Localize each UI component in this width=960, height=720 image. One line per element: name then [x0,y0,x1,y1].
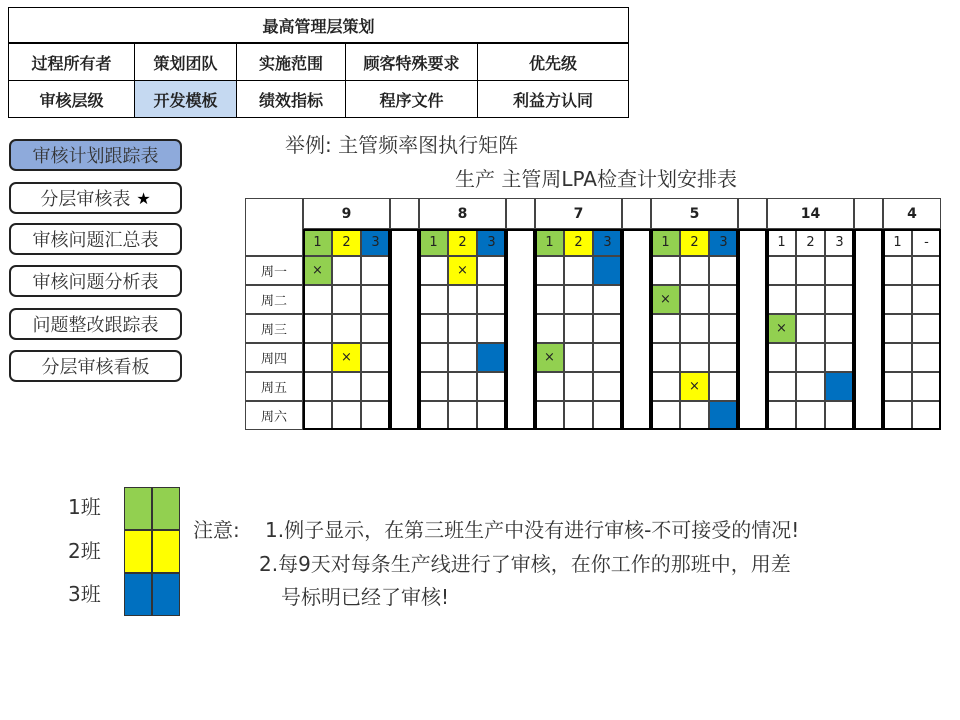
schedule-cell[interactable] [767,256,796,285]
audit-mark-cell[interactable]: × [651,285,680,314]
schedule-cell[interactable] [361,256,390,285]
schedule-cell[interactable] [680,256,709,285]
legend-label-shift1: 1班 [68,495,101,519]
cell-process-owner[interactable]: 过程所有者 [9,43,135,81]
audit-mark-cell[interactable]: × [767,314,796,343]
spacer-column [506,229,535,430]
note-prefix: 注意: [193,518,240,542]
schedule-cell[interactable] [767,401,796,430]
schedule-cell[interactable] [332,372,361,401]
schedule-cell[interactable] [477,372,506,401]
schedule-cell[interactable] [303,314,332,343]
schedule-cell[interactable] [883,285,912,314]
note-line-3: 号标明已经了审核! [281,585,450,609]
schedule-cell[interactable] [361,343,390,372]
audit-mark-cell[interactable]: × [332,343,361,372]
group-header: 14 [767,198,854,229]
cell-procedure-docs[interactable]: 程序文件 [346,81,478,118]
schedule-cell[interactable] [535,401,564,430]
schedule-cell[interactable] [535,285,564,314]
cell-scope[interactable]: 实施范围 [237,43,346,81]
shift-header: 2 [564,229,593,256]
shift-header: 1 [883,229,912,256]
schedule-cell[interactable] [651,256,680,285]
schedule-cell[interactable] [709,285,738,314]
cell-dev-template[interactable]: 开发模板 [135,81,237,118]
schedule-cell[interactable] [825,285,854,314]
schedule-cell[interactable] [535,256,564,285]
shift-header: 1 [303,229,332,256]
button-label: 审核问题分析表 [32,272,159,293]
schedule-cell[interactable] [883,372,912,401]
schedule-cell[interactable] [303,343,332,372]
schedule-cell[interactable] [593,314,622,343]
schedule-cell[interactable] [651,343,680,372]
shift-header: 3 [477,229,506,256]
audit-mark-cell[interactable]: × [680,372,709,401]
schedule-cell[interactable] [680,343,709,372]
day-label: 周四 [245,343,303,372]
shift-header: 1 [651,229,680,256]
cell-audit-level[interactable]: 审核层级 [9,81,135,118]
schedule-cell[interactable] [448,314,477,343]
schedule-cell[interactable] [564,285,593,314]
schedule-cell[interactable] [912,314,941,343]
button-label: 审核问题汇总表 [32,230,159,251]
schedule-cell[interactable] [651,372,680,401]
schedule-cell[interactable] [796,314,825,343]
schedule-cell[interactable] [593,285,622,314]
schedule-cell[interactable] [419,285,448,314]
audit-mark-cell[interactable]: × [448,256,477,285]
schedule-cell[interactable] [419,343,448,372]
schedule-cell[interactable] [767,372,796,401]
schedule-cell[interactable] [361,285,390,314]
legend-swatch [124,487,152,530]
schedule-cell[interactable] [361,401,390,430]
schedule-cell[interactable] [796,285,825,314]
schedule-cell[interactable] [709,372,738,401]
audit-mark-cell[interactable] [709,401,738,430]
group-header: 7 [535,198,622,229]
schedule-cell[interactable] [825,401,854,430]
spacer-column [738,229,767,430]
schedule-cell[interactable] [796,343,825,372]
schedule-cell[interactable] [796,372,825,401]
schedule-cell[interactable] [709,314,738,343]
schedule-cell[interactable] [564,401,593,430]
schedule-cell[interactable] [912,401,941,430]
schedule-cell[interactable] [419,256,448,285]
schedule-cell[interactable] [593,343,622,372]
schedule-cell[interactable] [303,285,332,314]
shift-header: 2 [680,229,709,256]
cell-customer-requirements[interactable]: 顾客特殊要求 [346,43,478,81]
schedule-cell[interactable] [593,401,622,430]
shift-header: 2 [796,229,825,256]
shift-header: 3 [709,229,738,256]
day-label: 周六 [245,401,303,430]
schedule-cell[interactable] [448,401,477,430]
table-title: 最高管理层策划 [9,8,629,44]
schedule-cell[interactable] [332,256,361,285]
schedule-cell[interactable] [477,314,506,343]
spacer-column [390,229,419,430]
schedule-cell[interactable] [361,372,390,401]
spacer-column [854,229,883,430]
schedule-cell[interactable] [651,401,680,430]
star-icon: ★ [136,188,151,208]
schedule-cell[interactable] [883,314,912,343]
schedule-cell[interactable] [477,285,506,314]
schedule-cell[interactable] [535,314,564,343]
schedule-cell[interactable] [303,372,332,401]
schedule-cell[interactable] [448,285,477,314]
schedule-cell[interactable] [680,314,709,343]
schedule-cell[interactable] [361,314,390,343]
schedule-cell[interactable] [680,401,709,430]
group-header: 4 [883,198,941,229]
audit-mark-cell[interactable] [825,372,854,401]
schedule-cell[interactable] [883,401,912,430]
schedule-cell[interactable] [912,256,941,285]
schedule-cell[interactable] [883,343,912,372]
spacer-header [738,198,767,229]
schedule-cell[interactable] [825,314,854,343]
schedule-cell[interactable] [883,256,912,285]
schedule-cell[interactable] [332,285,361,314]
schedule-cell[interactable] [825,343,854,372]
schedule-cell[interactable] [680,285,709,314]
example-caption: 举例: 主管频率图执行矩阵 [285,133,519,157]
legend-swatch [124,530,152,573]
audit-mark-cell[interactable]: × [535,343,564,372]
cell-kpi[interactable]: 绩效指标 [237,81,346,118]
schedule-cell[interactable] [332,401,361,430]
audit-mark-cell[interactable]: × [303,256,332,285]
group-header: 5 [651,198,738,229]
schedule-cell[interactable] [419,314,448,343]
schedule-subtitle: 生产 主管周LPA检查计划安排表 [455,167,737,191]
button-label: 审核计划跟踪表 [32,146,159,167]
schedule-cell[interactable] [448,343,477,372]
schedule-cell[interactable] [912,343,941,372]
cell-stakeholder-approval[interactable]: 利益方认同 [478,81,629,118]
legend-swatch [152,487,180,530]
day-label: 周一 [245,256,303,285]
grid-corner [245,198,303,256]
schedule-cell[interactable] [796,256,825,285]
schedule-cell[interactable] [709,343,738,372]
schedule-cell[interactable] [796,401,825,430]
note-line-1: 1.例子显示，在第三班生产中没有进行审核-不可接受的情况! [265,518,800,542]
schedule-cell[interactable] [651,314,680,343]
schedule-cell[interactable] [767,343,796,372]
legend-swatch [152,530,180,573]
spacer-header [390,198,419,229]
legend-label-shift3: 3班 [68,582,101,606]
spacer-column [622,229,651,430]
button-label: 问题整改跟踪表 [32,315,159,336]
day-label: 周五 [245,372,303,401]
shift-header: 3 [593,229,622,256]
day-label: 周三 [245,314,303,343]
schedule-cell[interactable] [912,285,941,314]
legend-swatch [124,573,152,616]
group-header: 8 [419,198,506,229]
legend-label-shift2: 2班 [68,539,101,563]
button-label: 分层审核看板 [41,357,150,378]
cell-planning-team[interactable]: 策划团队 [135,43,237,81]
schedule-cell[interactable] [535,372,564,401]
shift-header: 3 [361,229,390,256]
schedule-cell[interactable] [419,401,448,430]
schedule-cell[interactable] [564,256,593,285]
schedule-cell[interactable] [419,372,448,401]
cell-priority[interactable]: 优先级 [478,43,629,81]
schedule-cell[interactable] [448,372,477,401]
schedule-cell[interactable] [332,314,361,343]
spacer-header [506,198,535,229]
shift-header: 1 [419,229,448,256]
spacer-header [622,198,651,229]
schedule-cell[interactable] [912,372,941,401]
schedule-cell[interactable] [303,401,332,430]
schedule-cell[interactable] [564,372,593,401]
schedule-cell[interactable] [564,343,593,372]
group-header: 9 [303,198,390,229]
schedule-cell[interactable] [709,256,738,285]
note-line-2: 2.每9天对每条生产线进行了审核，在你工作的那班中，用差 [259,552,791,576]
schedule-cell[interactable] [564,314,593,343]
shift-header: 1 [535,229,564,256]
audit-mark-cell[interactable] [593,256,622,285]
schedule-cell[interactable] [477,256,506,285]
legend-swatch [152,573,180,616]
shift-header: 2 [332,229,361,256]
shift-header: 1 [767,229,796,256]
shift-header: - [912,229,941,256]
schedule-cell[interactable] [593,372,622,401]
day-label: 周二 [245,285,303,314]
shift-header: 2 [448,229,477,256]
schedule-cell[interactable] [825,256,854,285]
schedule-cell[interactable] [477,401,506,430]
button-label: 分层审核表 [40,189,131,210]
audit-mark-cell[interactable] [477,343,506,372]
schedule-cell[interactable] [767,285,796,314]
spacer-header [854,198,883,229]
shift-header: 3 [825,229,854,256]
